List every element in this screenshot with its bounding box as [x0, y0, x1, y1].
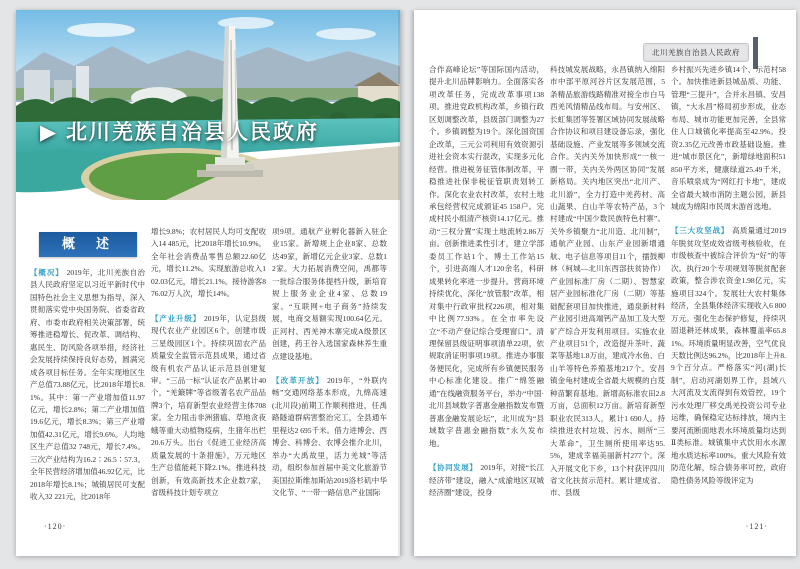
paragraph — [550, 64, 665, 500]
paragraph — [429, 462, 544, 499]
chapter-index-tab: 北川羌族自治县人民政府 — [643, 43, 749, 62]
paragraph-text: 乡村振兴先进乡镇14个、示范村58个。加快推进新县城品质、功能、管理“三提升”，合并永昌镇、安昌镇，“大永昌”格局初步形成，业态布局、城市功能更加完善，全县常住人口城镇化率提高至42.9%。投资2.35亿元改善市政基础设施。推进“城市景区化”，新增绿地面积51 850平方米，健康绿道25.49千米，音乐喷泉成为“网红打卡地”，建成全省最大城市消防主题公园，新县城成为绵阳市民周末游首选地。 — [671, 65, 786, 211]
header-photo — [16, 10, 400, 200]
paragraph — [151, 226, 266, 301]
page-title: ▶ 北川羌族自治县人民政府 — [40, 121, 319, 144]
paragraph — [272, 226, 387, 363]
right-page-columns — [429, 64, 787, 530]
page-number-left: ·120· — [44, 522, 67, 531]
text-column-1 — [30, 226, 145, 528]
building — [24, 70, 50, 102]
paragraph-text: 项9项。通航产业孵化器新入驻企业15家。新增规上企业8家、总数达49家，新增亿元企业3家、总数12家。大力拓展消费空间，禹都等一批综合服务体提档升级，新培育规上服务业企业4家、总数19家。“互联网+电子商务”持续发展，电商交易额实现100.64亿元。正河村、西羌神木寨完成A级景区创建，药王谷入选国家森林养生重点建设基地。 — [272, 227, 387, 361]
paragraph — [151, 313, 266, 500]
park-monument-illustration — [16, 10, 400, 200]
paragraph — [429, 64, 544, 450]
paragraph-text: 合作高峰论坛”等国际国内活动，提升北川品牌影响力。全面落实各项改革任务，完成改革事项138项。推进党政机构改革，乡镇行政区划调整改革，县级部门调整为27个。乡镇调整为19个。深化国资国企改革，三元公司利用有效资源引进社会资本实行混改，实现多元化经营。推进税务征管体制改革，平稳推进社保非税征管职责划转工作。深化农业农村改革，农村土地承包经营权完成颁证45 158户。完成村民小组清产核资14.17亿元。推动“三权分置”实现土地流转2.86万亩。创新推进柔性引才，建立学部委员工作站1个、博士工作站15个，引进高端人才120余名，科研成果转化率进一步提升。营商环境持续优化，深化“放管服”改革，相对集中行政审批权226项，相对集中比例77.93%。在全市率先设立“不动产登记综合受理窗口”。清理保留县级证明事项清单22项，依规取消证明事项19项。推进办事服务便民化，完成所有乡镇便民服务中心标准化建设。推广“绵签融通”在线融资服务平台，举办“中国·北川县域数字普惠金融指数发布暨普惠金融发展论坛”，北川成为“县域数字普惠金融指数”永久发布地。 — [429, 65, 544, 448]
overview-section-header: 概 述 — [39, 232, 137, 257]
paragraph — [30, 267, 145, 504]
paragraph-text: 高质量通过2019年脱贫攻坚成效省级考核验收，在市级核查中被综合评价为“好”的等次。执行20个专项规划等脱贫配套政策，整合涉农资金1.98亿元，实施项目324个。发展壮大农村集体经济，全县集体经济实现收入6 800万元。强化生态保护修复，持续巩固退耕还林成果，森林覆盖率65.81%。环境质量明显改善，空气优良天数比例达96.2%，比2018年上升8.9个百分点。严格落实“河(湖)长制”，启动河湖划界工作，县域八大河流及支流得到有效管控，19个污水处理厂移交禹羌投资公司专业运维，确保稳定达标排放，境内主要河流断面地表水环境质量均达到Ⅱ类标准。城镇集中式饮用水水源地水质达标率100%。重大风险有效防范化解，综合债务率可控，政府隐性债务风险等级评定为 — [671, 226, 786, 485]
paragraph-text: 2019年，“外联内畅”交通网络基本形成，九绵高速(北川段)前期工作顺利推进，任禹路隧道群病害整治完工，全县通车里程达2 695千米。借力进博会、西博会、科博会、农博会推介北川，举办“大禹故里，活力羌城”等活动，组织参加首届中美文化旅游节美国拉斯维加斯站2019洛杉矶中华文化节、“一带一路信息产业国际 — [272, 375, 387, 498]
paragraph — [671, 225, 786, 487]
section-label: 【三大攻坚战】 — [671, 226, 730, 236]
paragraph-text: 2019年，对接“长江经济带”建设，融入“成渝地区双城经济圈”建设，投身 — [429, 463, 544, 497]
text-column-1 — [429, 64, 544, 530]
left-page-columns — [30, 226, 387, 528]
section-label: 【改革开放】 — [272, 375, 325, 385]
page-right — [414, 10, 796, 556]
paragraph — [671, 64, 786, 213]
page-number-right: ·121· — [745, 522, 768, 531]
text-column-2 — [550, 64, 665, 530]
section-label: 【协同发展】 — [429, 463, 478, 473]
text-column-3 — [671, 64, 786, 530]
paragraph-text: 2019年，北川羌族自治县人民政府坚定以习近平新时代中国特色社会主义思想为指导，深入贯彻落实党中央国务院、省委省政府、市委市政府相关决策部署，统筹推进稳增长、促改革、调结构、惠民生、防风险各项举措，经济社会发展持续保持良好态势，圆满完成各项目标任务。全年实现地区生产总值73.88亿元，比2018年增长8.1%。其中：第一产业增加值11.97亿元，增长2.8%；第二产业增加值19.6亿元，增长8.3%；第三产业增加值42.31亿元，增长9.6%。人均地区生产总值32 748元，增长7.4%。三次产业结构为16.2∶26.5∶57.3。全年民营经济增加值46.92亿元，比2018年增长8.1%；城镇居民可支配收入32 221元，比2018年 — [30, 268, 145, 502]
section-label: 【产业升级】 — [151, 313, 201, 323]
page-left — [16, 10, 400, 556]
paragraph — [272, 375, 387, 500]
text-column-3 — [272, 226, 387, 528]
paragraph-text: 科技城发展战略，永昌镇纳入绵阳市中部平原河谷片区发展范围，5条精品旅游线路精准对接全市白马西羌风情精品线布局。与安州区、长虹集团等签署区域协同发展战略合作协议和项目建设备忘录，强化基础设施、产业发展等多领域交流合作。关内关外加快形成“一核一圈一带，关内关外两区协同”发展新格局。关内地区突出“北川产、北川游”，全力打造中羌药材、高山蔬果、白山羊等农特产品，3个村建成“中国少数民族特色村寨”。关外乡镇聚力“北川造、北川制”，通航产业园、山东产业园新增通航、电子信息等项目11个，擂鼓柳林（柯城—北川东西部扶贫协作）产业园标准厂房（二期）、智慧家居产业园标准化厂房（二期）等基础配套项目加快推进，通泉新材料产业园引进高端钙产品加工及大型矿产综合开发利用项目。实施农业产业项目51个，改造提升茶叶、蔬菜等基地1.8万亩，建成冷水鱼、白山羊等特色养殖基地217个。安昌镇金龟村建成全省最大规模的白芨种苗繁育基地。新增高标准农田2.8万亩，总面积12万亩。新培育新型职业农民313人，累计1 690人。持续推进农村垃圾、污水、厕所“三大革命”，卫生厕所使用率达95.5%，建成幸福美丽新村277个。深入开展文化下乡，13个村获评四川省文化扶贫示范村。累计建成省、市、县级 — [550, 65, 665, 498]
paragraph-text: 增长9.8%；农村居民人均可支配收入14 485元，比2018年增长10.9%。全年社会消费品零售总额22.60亿元，增长11.2%。实现旅游总收入102.03亿元，增长21.1%。接待游客876.02万人次，增长14%。 — [151, 227, 266, 299]
paragraph-text: 2019年，认定县级现代农业产业园区6个，创建市级三星级园区1个。持续巩固农产品质量安全监管示范县成果，通过省级有机农产品认证示范县创建复审。“三品一标”认证农产品累计40个，“羌簸牌”等省级著名农产品品牌3个，培育新型农业经营主体708家。全力阻击非洲猪瘟、草地贪夜蛾等重大动植物疫病，生猪年出栏20.6万头。出台《促进工业经济高质量发展的十条措施》，万元地区生产总值能耗下降2.1%。推进科技创新，有效高新技术企业数7家，省级科技计划专项立 — [151, 313, 266, 498]
monument-steps — [197, 170, 263, 177]
section-label: 【概况】 — [30, 268, 64, 277]
text-column-2 — [151, 226, 266, 528]
